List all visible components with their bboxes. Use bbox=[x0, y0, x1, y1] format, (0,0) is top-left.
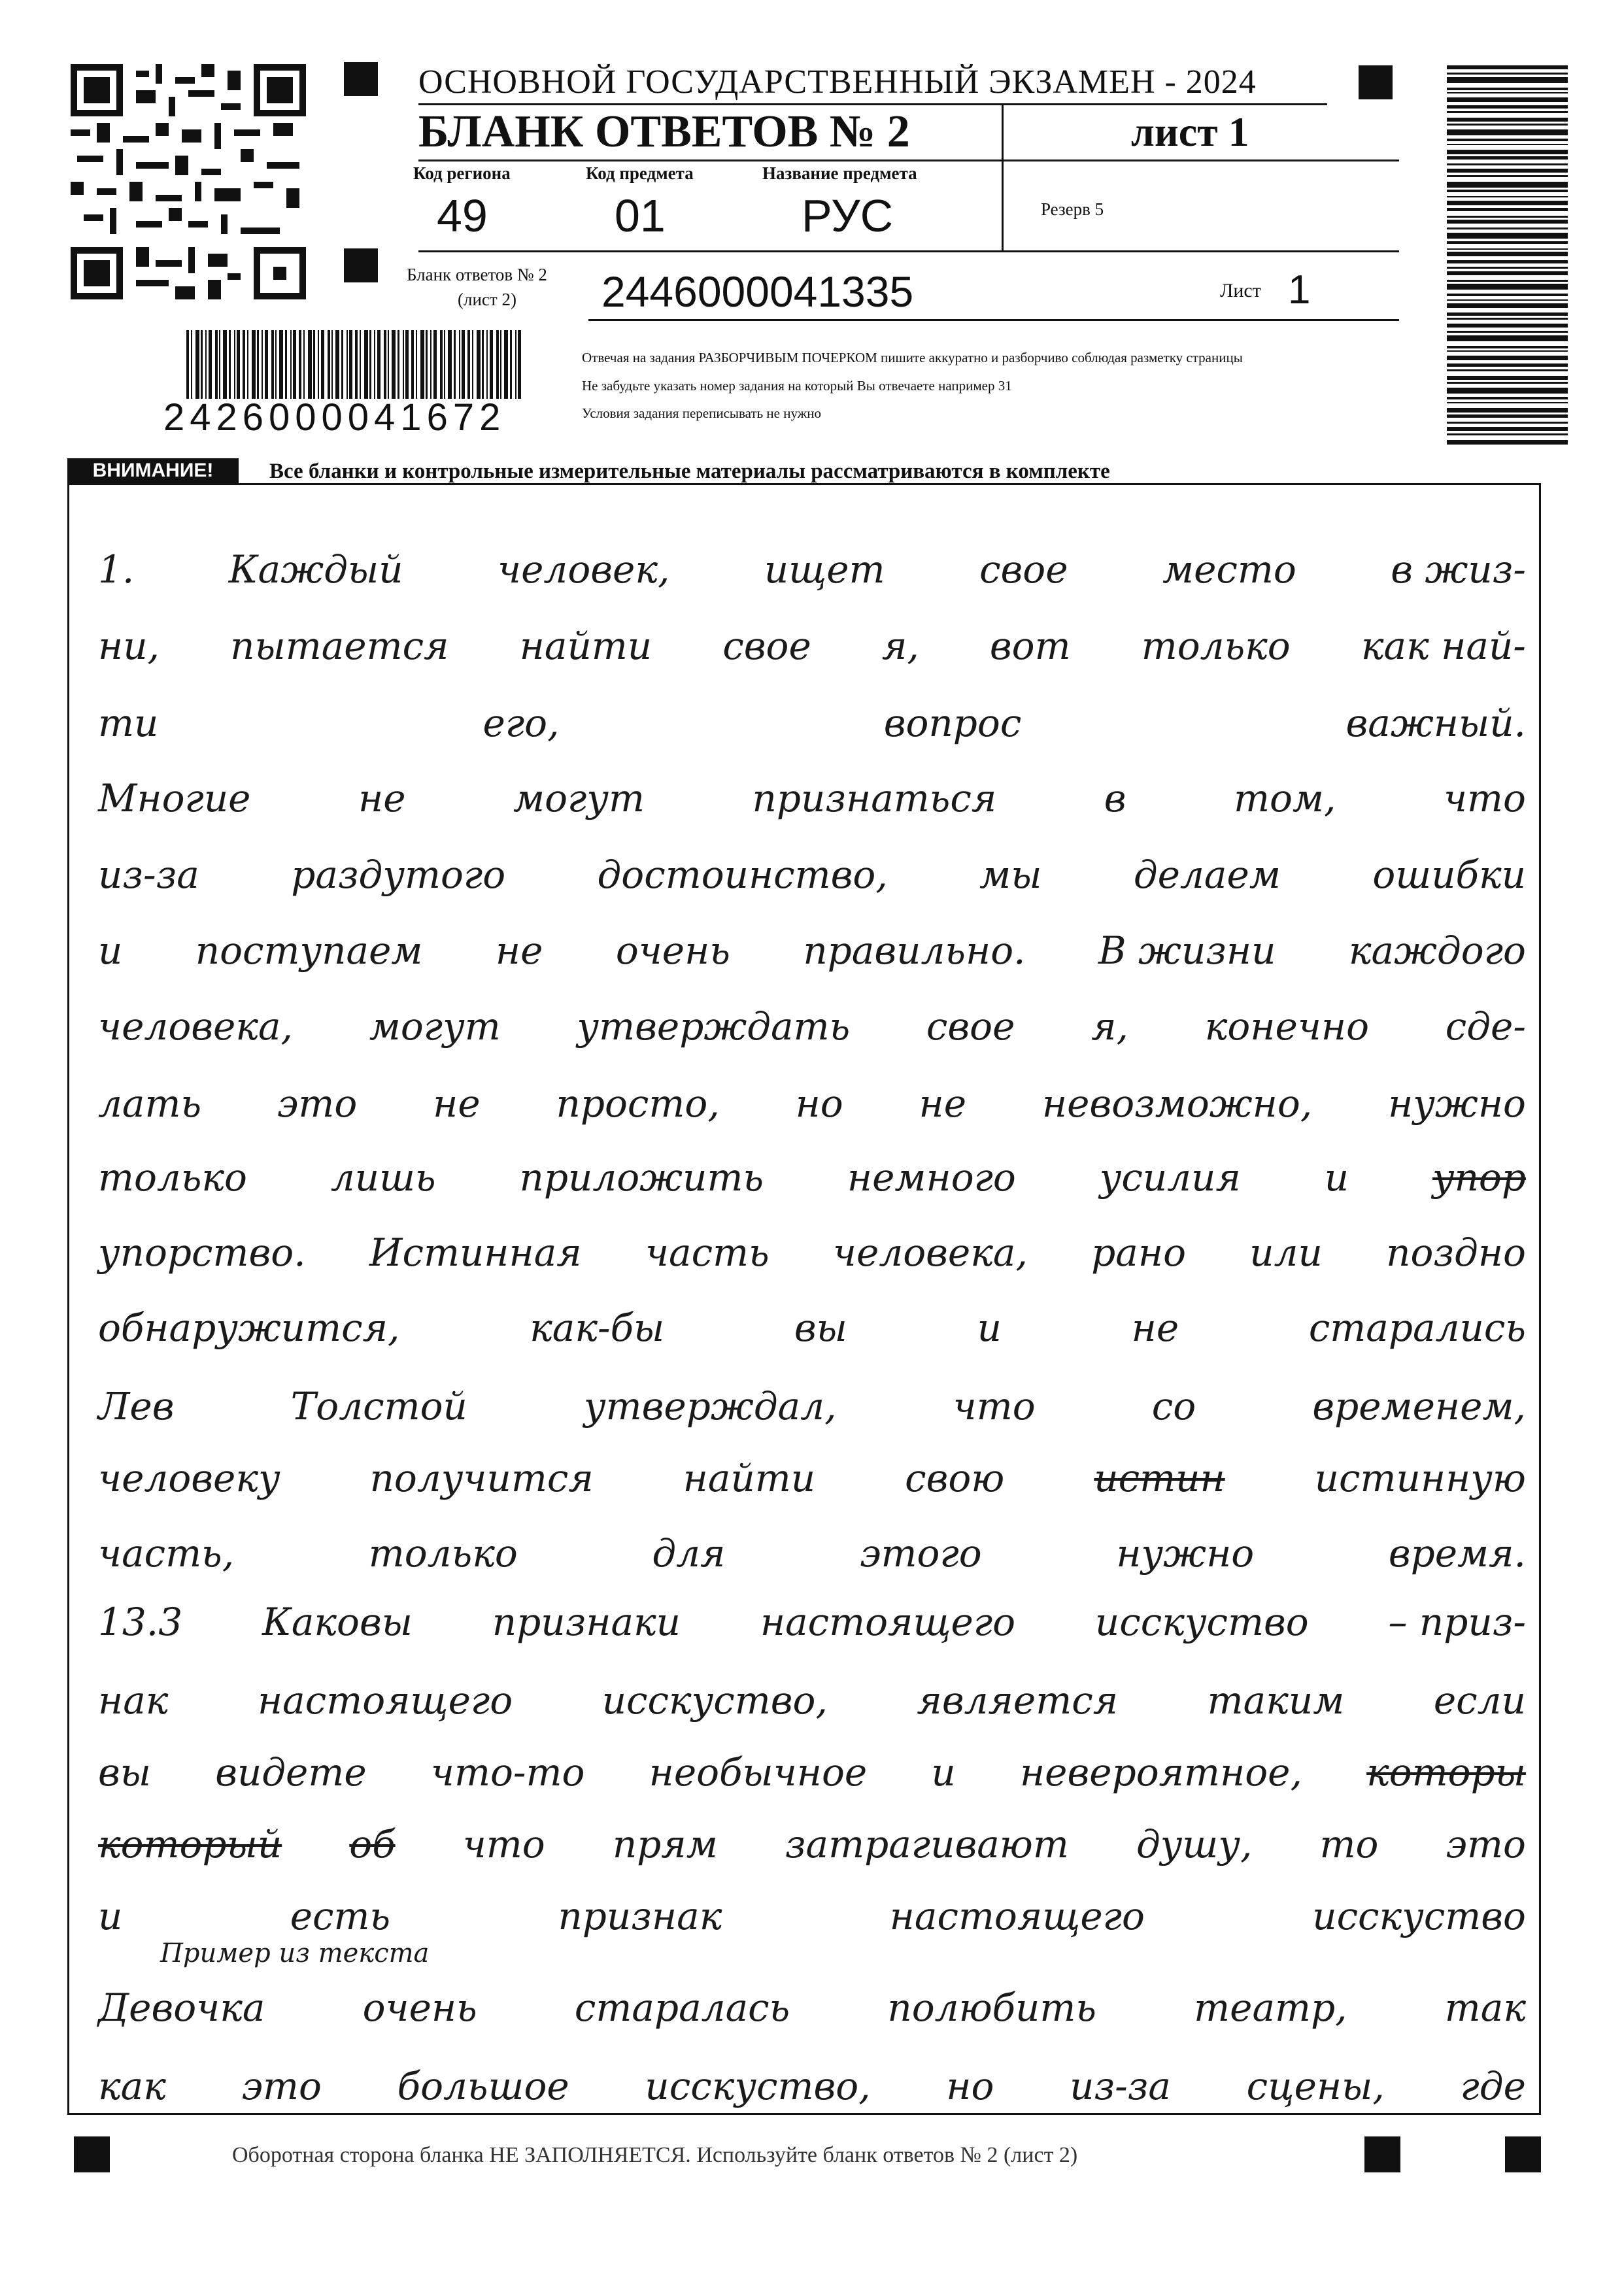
answer-word: человека, bbox=[832, 1230, 1028, 1275]
answer-word: есть bbox=[290, 1894, 391, 1938]
answer-word: исскуство, bbox=[645, 2064, 871, 2108]
answer-word: не bbox=[433, 1081, 481, 1126]
answer-word: для bbox=[652, 1531, 726, 1576]
reserve-label: Резерв 5 bbox=[1041, 199, 1104, 219]
header-rule-mid bbox=[418, 160, 1399, 161]
subject-code-label: Код предмета bbox=[586, 163, 694, 183]
instruction-line-1: Отвечая на задания РАЗБОРЧИВЫМ ПОЧЕРКОМ пишите аккуратно и разборчиво соблюдая разметку страницы bbox=[582, 350, 1243, 365]
answer-word: нак bbox=[98, 1678, 169, 1723]
answer-word: исскуство bbox=[1094, 1600, 1309, 1644]
form-ref-line1: Бланк ответов № 2 bbox=[407, 265, 547, 284]
answer-word: время. bbox=[1388, 1531, 1526, 1576]
answer-word: является bbox=[917, 1678, 1119, 1723]
answer-word: лать bbox=[98, 1081, 202, 1126]
answer-word: признаться bbox=[752, 776, 997, 820]
answer-word: упорство. bbox=[98, 1230, 306, 1275]
answer-word: невероятное, bbox=[1019, 1750, 1302, 1795]
answer-word: не bbox=[919, 1081, 967, 1126]
answer-word: 13.3 bbox=[98, 1600, 183, 1644]
answer-word: в bbox=[1104, 776, 1126, 820]
answer-word: необычное bbox=[649, 1750, 868, 1795]
answer-word: невозможно, bbox=[1041, 1081, 1313, 1126]
answer-line bbox=[98, 1572, 1526, 1644]
subject-code-value: 01 bbox=[615, 190, 666, 241]
answer-word: свою bbox=[905, 1456, 1005, 1500]
answer-word: признаки bbox=[492, 1600, 681, 1644]
answer-word: я, bbox=[881, 624, 919, 668]
answer-word: утверждать bbox=[577, 1004, 851, 1049]
answer-line bbox=[98, 825, 1526, 897]
horizontal-barcode bbox=[186, 330, 526, 399]
answer-line bbox=[98, 2036, 1526, 2108]
barcode-number: 2426000041672 bbox=[163, 396, 506, 439]
qr-code bbox=[71, 64, 306, 299]
answer-word: где bbox=[1460, 2064, 1526, 2108]
answer-word: это bbox=[1446, 1822, 1526, 1866]
region-label: Код региона bbox=[413, 163, 511, 183]
answer-word: В жизни bbox=[1098, 928, 1276, 973]
form-ref-rule bbox=[588, 319, 1399, 321]
answer-word: который bbox=[98, 1822, 282, 1866]
vertical-barcode bbox=[1447, 65, 1568, 445]
answer-word: затрагивают bbox=[785, 1822, 1069, 1866]
answer-word: лишь bbox=[330, 1155, 436, 1200]
answer-word: театр, bbox=[1194, 1985, 1347, 2030]
region-value: 49 bbox=[437, 190, 488, 241]
answer-word: Истинная bbox=[369, 1230, 582, 1275]
answer-line bbox=[98, 1651, 1526, 1723]
answer-word: истинную bbox=[1314, 1456, 1526, 1500]
answer-word: настоящего bbox=[760, 1600, 1016, 1644]
answer-word: поздно bbox=[1386, 1230, 1526, 1275]
answer-word: – приз- bbox=[1388, 1600, 1526, 1644]
warning-text: Все бланки и контрольные измерительные материалы рассматриваются в комплекте bbox=[269, 460, 1110, 483]
answer-word: конечно bbox=[1204, 1004, 1370, 1049]
answer-word: признак bbox=[558, 1894, 722, 1938]
answer-word: Каковы bbox=[262, 1600, 413, 1644]
answer-line bbox=[98, 1428, 1526, 1500]
answer-word: человек, bbox=[498, 547, 670, 592]
answer-word: и bbox=[98, 928, 123, 973]
answer-word: найти bbox=[519, 624, 652, 668]
answer-line bbox=[98, 1128, 1526, 1200]
answer-word: упор bbox=[1432, 1155, 1526, 1200]
answer-word: это bbox=[241, 2064, 322, 2108]
header-rule-top bbox=[418, 103, 1327, 105]
answer-line bbox=[98, 749, 1526, 820]
answer-word: 1. bbox=[98, 547, 135, 592]
answer-word: свое bbox=[722, 624, 811, 668]
answer-word: из-за bbox=[98, 852, 199, 897]
answer-word: нужно bbox=[1388, 1081, 1526, 1126]
answer-word: Каждый bbox=[228, 547, 403, 592]
answer-word: могут bbox=[369, 1004, 501, 1049]
answer-line bbox=[98, 1723, 1526, 1795]
answer-word: но bbox=[946, 2064, 994, 2108]
answer-word: и bbox=[98, 1894, 123, 1938]
answer-line bbox=[98, 901, 1526, 973]
answer-word: Многие bbox=[98, 776, 251, 820]
answer-word: свое bbox=[926, 1004, 1015, 1049]
answer-word: это bbox=[277, 1081, 358, 1126]
answer-word: временем, bbox=[1312, 1384, 1526, 1428]
answer-word: если bbox=[1433, 1678, 1526, 1723]
answer-line bbox=[98, 1795, 1526, 1866]
answer-word: место bbox=[1162, 547, 1296, 592]
answer-word: обнаружится, bbox=[98, 1306, 400, 1350]
answer-word: только bbox=[98, 1155, 247, 1200]
answer-word: поступаем bbox=[195, 928, 423, 973]
instruction-line-2: Не забудьте указать номер задания на который Вы отвечаете например 31 bbox=[582, 378, 1012, 394]
form-number: 2446000041335 bbox=[601, 267, 914, 316]
answer-word: что bbox=[1443, 776, 1526, 820]
answer-word: только bbox=[368, 1531, 518, 1576]
answer-word: утверждал, bbox=[584, 1384, 837, 1428]
answer-word: что bbox=[462, 1822, 545, 1866]
answer-word: вот bbox=[989, 624, 1071, 668]
answer-word: Девочка bbox=[98, 1985, 265, 2030]
answer-line bbox=[98, 1203, 1526, 1275]
subject-name-label: Название предмета bbox=[762, 163, 917, 183]
answer-word: ищет bbox=[764, 547, 885, 592]
instruction-line-3: Условия задания переписывать не нужно bbox=[582, 405, 821, 421]
answer-word: этого bbox=[860, 1531, 982, 1576]
answer-word: нужно bbox=[1116, 1531, 1255, 1576]
answer-word: важный. bbox=[1345, 701, 1526, 745]
answer-word: то bbox=[1319, 1822, 1379, 1866]
answer-word: Толстой bbox=[290, 1384, 467, 1428]
answer-line bbox=[98, 1054, 1526, 1126]
answer-word: я, bbox=[1091, 1004, 1128, 1049]
answer-word: которы bbox=[1366, 1750, 1526, 1795]
answer-word: исскуство, bbox=[601, 1678, 828, 1723]
answer-word: найти bbox=[683, 1456, 816, 1500]
answer-word: ти bbox=[98, 701, 159, 745]
answer-word: свое bbox=[979, 547, 1068, 592]
list-value: 1 bbox=[1288, 267, 1311, 312]
answer-word: рано bbox=[1091, 1230, 1187, 1275]
answer-word: вы bbox=[794, 1306, 847, 1350]
answer-word: как-бы bbox=[530, 1306, 665, 1350]
alignment-marker-bottom-left bbox=[74, 2136, 110, 2172]
answer-word: как най- bbox=[1361, 624, 1526, 668]
answer-word: не bbox=[495, 928, 543, 973]
answer-word: правильно. bbox=[803, 928, 1026, 973]
answer-word: или bbox=[1249, 1230, 1323, 1275]
answer-word: не bbox=[1131, 1306, 1179, 1350]
alignment-marker-bottom-mid bbox=[1364, 2136, 1400, 2172]
answer-word: душу, bbox=[1136, 1822, 1253, 1866]
answer-word: часть bbox=[645, 1230, 770, 1275]
answer-word: пытается bbox=[230, 624, 449, 668]
answer-word: и bbox=[977, 1306, 1002, 1350]
answer-word: достоинство, bbox=[597, 852, 888, 897]
list-label: Лист bbox=[1220, 280, 1261, 301]
answer-word: очень bbox=[615, 928, 730, 973]
answer-word: его, bbox=[482, 701, 560, 745]
answer-word: сцены, bbox=[1246, 2064, 1385, 2108]
answer-word: только bbox=[1141, 624, 1291, 668]
answer-word: старалась bbox=[574, 1985, 790, 2030]
answer-word: раздутого bbox=[291, 852, 506, 897]
answer-word: каждого bbox=[1348, 928, 1526, 973]
answer-word: человеку bbox=[98, 1456, 280, 1500]
answer-word: большое bbox=[397, 2064, 569, 2108]
answer-word: не bbox=[358, 776, 406, 820]
alignment-marker-bottom-right bbox=[1505, 2136, 1541, 2172]
answer-word: настоящего bbox=[889, 1894, 1145, 1938]
answer-word: усилия bbox=[1099, 1155, 1241, 1200]
answer-word: как bbox=[98, 2064, 166, 2108]
header-divider bbox=[1002, 105, 1004, 252]
alignment-marker-top-right bbox=[1359, 65, 1393, 99]
answer-line bbox=[98, 1357, 1526, 1428]
answer-word: очень bbox=[362, 1985, 477, 2030]
answer-word: исскуство bbox=[1312, 1894, 1526, 1938]
answer-line bbox=[98, 977, 1526, 1049]
answer-word: получится bbox=[369, 1456, 594, 1500]
answer-word: просто, bbox=[556, 1081, 720, 1126]
alignment-marker-mid-left bbox=[344, 248, 378, 282]
answer-word: полюбить bbox=[887, 1985, 1096, 2030]
answer-word: что-то bbox=[430, 1750, 585, 1795]
answer-word: человека, bbox=[98, 1004, 293, 1049]
answer-line bbox=[98, 673, 1526, 745]
subject-name-value: РУС bbox=[802, 190, 894, 241]
footer-note: Оборотная сторона бланка НЕ ЗАПОЛНЯЕТСЯ. Используйте бланк ответов № 2 (лист 2) bbox=[232, 2143, 1078, 2167]
answer-line bbox=[98, 520, 1526, 592]
answer-word: и bbox=[931, 1750, 956, 1795]
answer-word: часть, bbox=[98, 1531, 235, 1576]
exam-title: ОСНОВНОЙ ГОСУДАРСТВЕННЫЙ ЭКЗАМЕН - 2024 bbox=[418, 63, 1257, 101]
answer-word: ни, bbox=[98, 624, 160, 668]
answer-line bbox=[98, 596, 1526, 668]
answer-word: настоящего bbox=[257, 1678, 513, 1723]
form-title: БЛАНК ОТВЕТОВ № 2 bbox=[418, 107, 910, 157]
answer-word: том, bbox=[1234, 776, 1336, 820]
answer-word: ошибки bbox=[1372, 852, 1526, 897]
answer-line bbox=[98, 1504, 1526, 1576]
answer-word: сде- bbox=[1445, 1004, 1526, 1049]
answer-word: мы bbox=[979, 852, 1042, 897]
header-rule-bottom bbox=[418, 250, 1399, 252]
answer-word: старались bbox=[1308, 1306, 1526, 1350]
answer-word: таким bbox=[1207, 1678, 1345, 1723]
sheet-label: лист 1 bbox=[1131, 109, 1249, 155]
answer-line bbox=[98, 1278, 1526, 1350]
answer-word: об bbox=[349, 1822, 396, 1866]
answer-word: видете bbox=[215, 1750, 367, 1795]
answer-word: и bbox=[1324, 1155, 1349, 1200]
answer-word: но bbox=[795, 1081, 843, 1126]
answer-word: из-за bbox=[1070, 2064, 1171, 2108]
answer-word: немного bbox=[847, 1155, 1016, 1200]
answer-word: могут bbox=[513, 776, 645, 820]
answer-word: вопрос bbox=[883, 701, 1022, 745]
answer-word: в жиз- bbox=[1391, 547, 1526, 592]
answer-word: делаем bbox=[1133, 852, 1281, 897]
answer-word: что bbox=[953, 1384, 1036, 1428]
answer-word: приложить bbox=[519, 1155, 764, 1200]
insert-note: Пример из текста bbox=[160, 1938, 430, 1968]
answer-line bbox=[98, 1958, 1526, 2030]
answer-word: Лев bbox=[98, 1384, 175, 1428]
answer-word: вы bbox=[98, 1750, 151, 1795]
warning-label: ВНИМАНИЕ! bbox=[67, 458, 239, 483]
answer-word: истин bbox=[1094, 1456, 1225, 1500]
answer-word: прям bbox=[612, 1822, 718, 1866]
answer-word: со bbox=[1151, 1384, 1196, 1428]
alignment-marker-top-left bbox=[344, 62, 378, 96]
answer-word: так bbox=[1444, 1985, 1526, 2030]
answer-line bbox=[98, 1866, 1526, 1938]
form-ref-line2: (лист 2) bbox=[458, 290, 516, 309]
